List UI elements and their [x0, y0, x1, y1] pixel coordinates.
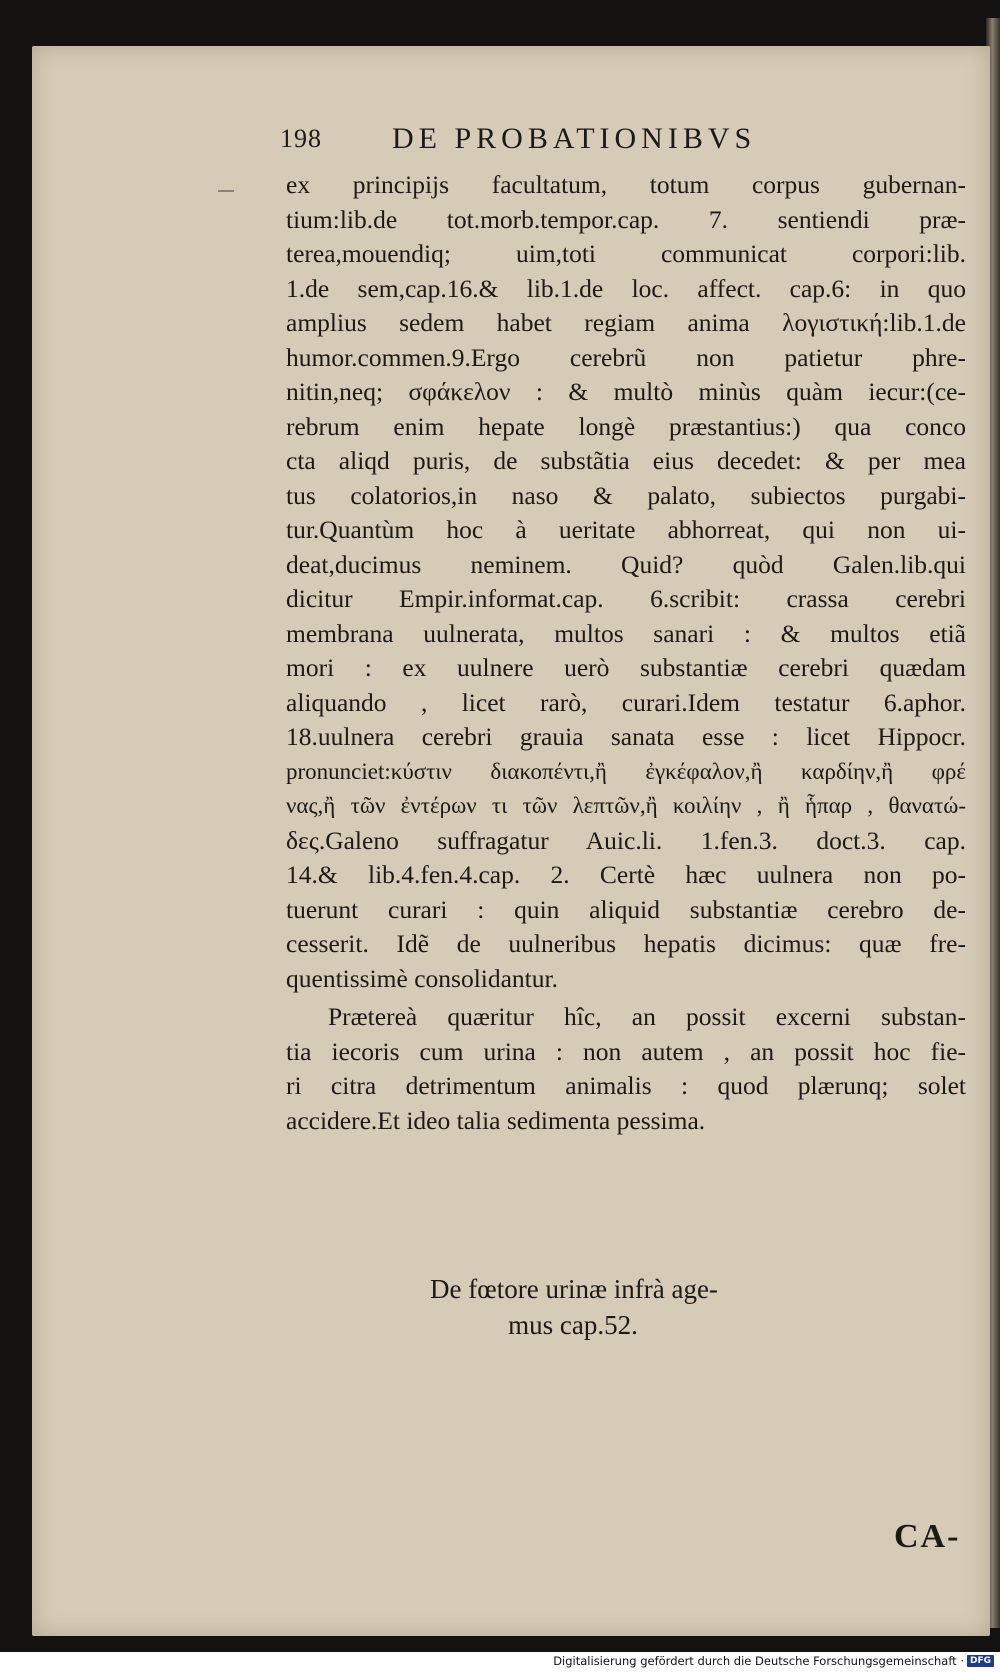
greek-line: pronunciet:κύστιν διακοπέντι,ἢ ἐγκέφαλον,ἢ καρδίην,ἢ φρέ — [286, 758, 966, 784]
text-line: ex principijs facultatum, totum corpus gubernan- — [286, 170, 966, 199]
text-line: amplius sedem habet regiam anima λογιστική:lib.1.de — [286, 308, 966, 337]
text-line: rebrum enim hepate longè præstantius:) qua conco — [286, 411, 966, 441]
main-text — [286, 168, 966, 1340]
paragraph-line: ri citra detrimentum animalis : quod plærunq; solet — [286, 1071, 966, 1100]
paragraph-line: tia iecoris cum urina : non autem , an possit hoc fie- — [286, 1036, 966, 1066]
greek-line: νας,ἢ τῶν ἐντέρων τι τῶν λεπτῶν,ἢ κοιλίην , ἢ ἧπαρ , θανατώ- — [286, 793, 966, 818]
text-line: deat,ducimus neminem. Quid? quòd Galen.lib.qui — [286, 549, 966, 579]
text-line: quentissimè consolidantur. — [286, 963, 558, 993]
dfg-logo-icon: DFG — [967, 1655, 994, 1667]
text-line: tuerunt curari : quin aliquid substantiæ cerebro de- — [286, 894, 966, 924]
text-line: tus colatorios,in naso & palato, subiectos purgabi- — [286, 480, 966, 510]
paragraph-line: Prætereà quæritur hîc, an possit excerni substan- — [328, 1002, 966, 1031]
text-line: humor.commen.9.Ergo cerebrũ non patietur phre- — [286, 342, 966, 372]
text-line: terea,mouendiq; uim,toti communicat corpori:lib. — [286, 239, 966, 268]
text-line: cta aliqd puris, de substãtia eius decedet: & per mea — [286, 446, 966, 475]
text-line: 1.de sem,cap.16.& lib.1.de loc. affect. cap.6: in quo — [286, 273, 966, 303]
catchword: CA- — [894, 1518, 961, 1555]
running-title: DE PROBATIONIBVS — [392, 122, 757, 155]
text-line: tium:lib.de tot.morb.tempor.cap. 7. sentiendi præ- — [286, 204, 966, 234]
text-line: aliquando , licet rarò, curari.Idem testatur 6.aphor. — [286, 687, 966, 717]
text-line: 18.uulnera cerebri grauia sanata esse : licet Hippocr. — [286, 722, 966, 751]
text-line: 14.& lib.4.fen.4.cap. 2. Certè hæc uulnera non po- — [286, 860, 966, 889]
margin-mark — [218, 190, 234, 192]
credit-text: Digitalisierung gefördert durch die Deutsche Forschungsgemeinschaft · — [553, 1654, 964, 1668]
side-note-line: De fœtore urinæ infrà age- — [430, 1274, 718, 1304]
text-line: nitin,neq; σφάκελον : & multò minùs quàm iecur:(ce- — [286, 377, 966, 406]
text-line: tur.Quantùm hoc à ueritate abhorreat, qui non ui- — [286, 515, 966, 544]
text-line: membrana uulnerata, multos sanari : & multos etiã — [286, 618, 966, 648]
text-line: dicitur Empir.informat.cap. 6.scribit: crassa cerebri — [286, 584, 966, 613]
digitization-credit — [553, 1653, 994, 1669]
page-header — [280, 122, 880, 162]
text-line: δες.Galeno suffragatur Auic.li. 1.fen.3. doct.3. cap. — [286, 825, 966, 855]
paragraph-line: accidere.Et ideo talia sedimenta pessima. — [286, 1105, 706, 1135]
text-line: mori : ex uulnere uerò substantiæ cerebri quædam — [286, 653, 966, 682]
page-number: 198 — [280, 124, 322, 153]
side-note-line: mus cap.52. — [508, 1310, 638, 1340]
text-line: cesserit. Idẽ de uulneribus hepatis dicimus: quæ fre- — [286, 929, 966, 958]
